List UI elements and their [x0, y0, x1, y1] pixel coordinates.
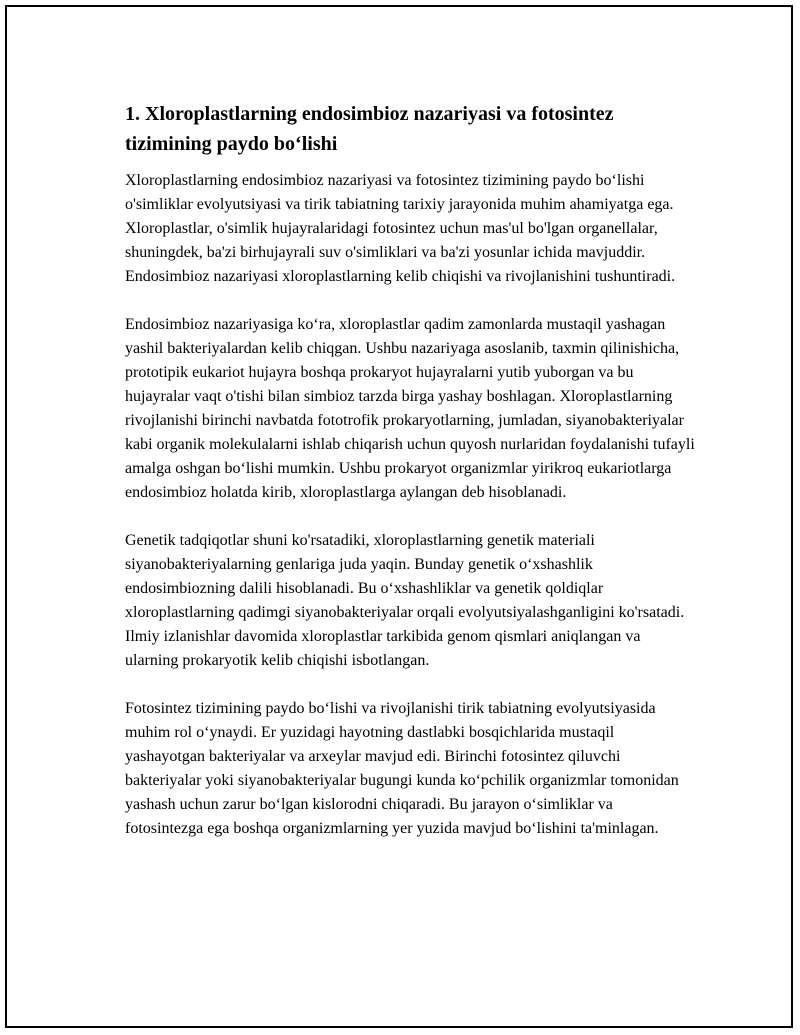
paragraph-2: Endosimbioz nazariyasiga ko‘ra, xloroplastlar qadim zamonlarda mustaqil yashagan yashil bakteriyalardan kelib chiqgan. Ushbu nazariyaga asoslanib, taxmin qilinishicha, prototipik eukariot hujayra boshqa prokaryot hujayralarni yutib yuborgan va bu hujayralar vaqt o'tishi bilan simbioz tarzda birga yashay boshlagan. Xloroplastlarning rivojlanishi birinchi navbatda fototrofik prokaryotlarning, jumladan, siyanobakteriyalar kabi organik molekulalarni ishlab chiqarish uchun quyosh nurlaridan foydalanishi tufayli amalga oshgan bo‘lishi mumkin. Ushbu prokaryot organizmlar yirikroq eukariotlarga endosimbioz holatda kirib, xloroplastlarga aylangan deb hisoblanadi.	[125, 316, 695, 501]
section-heading: 1. Xloroplastlarning endosimbioz nazariyasi va fotosintez tizimining paydo bo‘lishi	[125, 103, 614, 155]
document-body	[125, 99, 695, 865]
paragraph-4: Fotosintez tizimining paydo bo‘lishi va rivojlanishi tirik tabiatning evolyutsiyasida muhim rol o‘ynaydi. Er yuzidagi hayotning dastlabki bosqichlarida mustaqil yashayotgan bakteriyalar va arxeylar mavjud edi. Birinchi fotosintez qiluvchi bakteriyalar yoki siyanobakteriyalar bugungi kunda ko‘pchilik organizmlar tomonidan yashash uchun zarur bo‘lgan kislorodni chiqaradi. Bu jarayon o‘simliklar va fotosintezga ega boshqa organizmlarning yer yuzida mavjud bo‘lishini ta'minlagan.	[125, 700, 679, 837]
paragraph-1: Xloroplastlarning endosimbioz nazariyasi va fotosintez tizimining paydo bo‘lishi o'simliklar evolyutsiyasi va tirik tabiatning tarixiy jarayonida muhim ahamiyatga ega. Xloroplastlar, o'simlik hujayralaridagi fotosintez uchun mas'ul bo'lgan organellalar, shuningdek, ba'zi birhujayrali suv o'simliklari va ba'zi yosunlar ichida mavjuddir. Endosimbioz nazariyasi xloroplastlarning kelib chiqishi va rivojlanishini tushuntiradi.	[125, 172, 676, 285]
page-frame	[5, 5, 793, 1028]
paragraph-3: Genetik tadqiqotlar shuni ko'rsatadiki, xloroplastlarning genetik materiali siyanobakteriyalarning genlariga juda yaqin. Bunday genetik o‘xshashlik endosimbiozning dalili hisoblanadi. Bu o‘xshashliklar va genetik qoldiqlar xloroplastlarning qadimgi siyanobakteriyalar orqali evolyutsiyalashganligini ko'rsatadi. Ilmiy izlanishlar davomida xloroplastlar tarkibida genom qismlari aniqlangan va ularning prokaryotik kelib chiqishi isbotlangan.	[125, 532, 685, 669]
